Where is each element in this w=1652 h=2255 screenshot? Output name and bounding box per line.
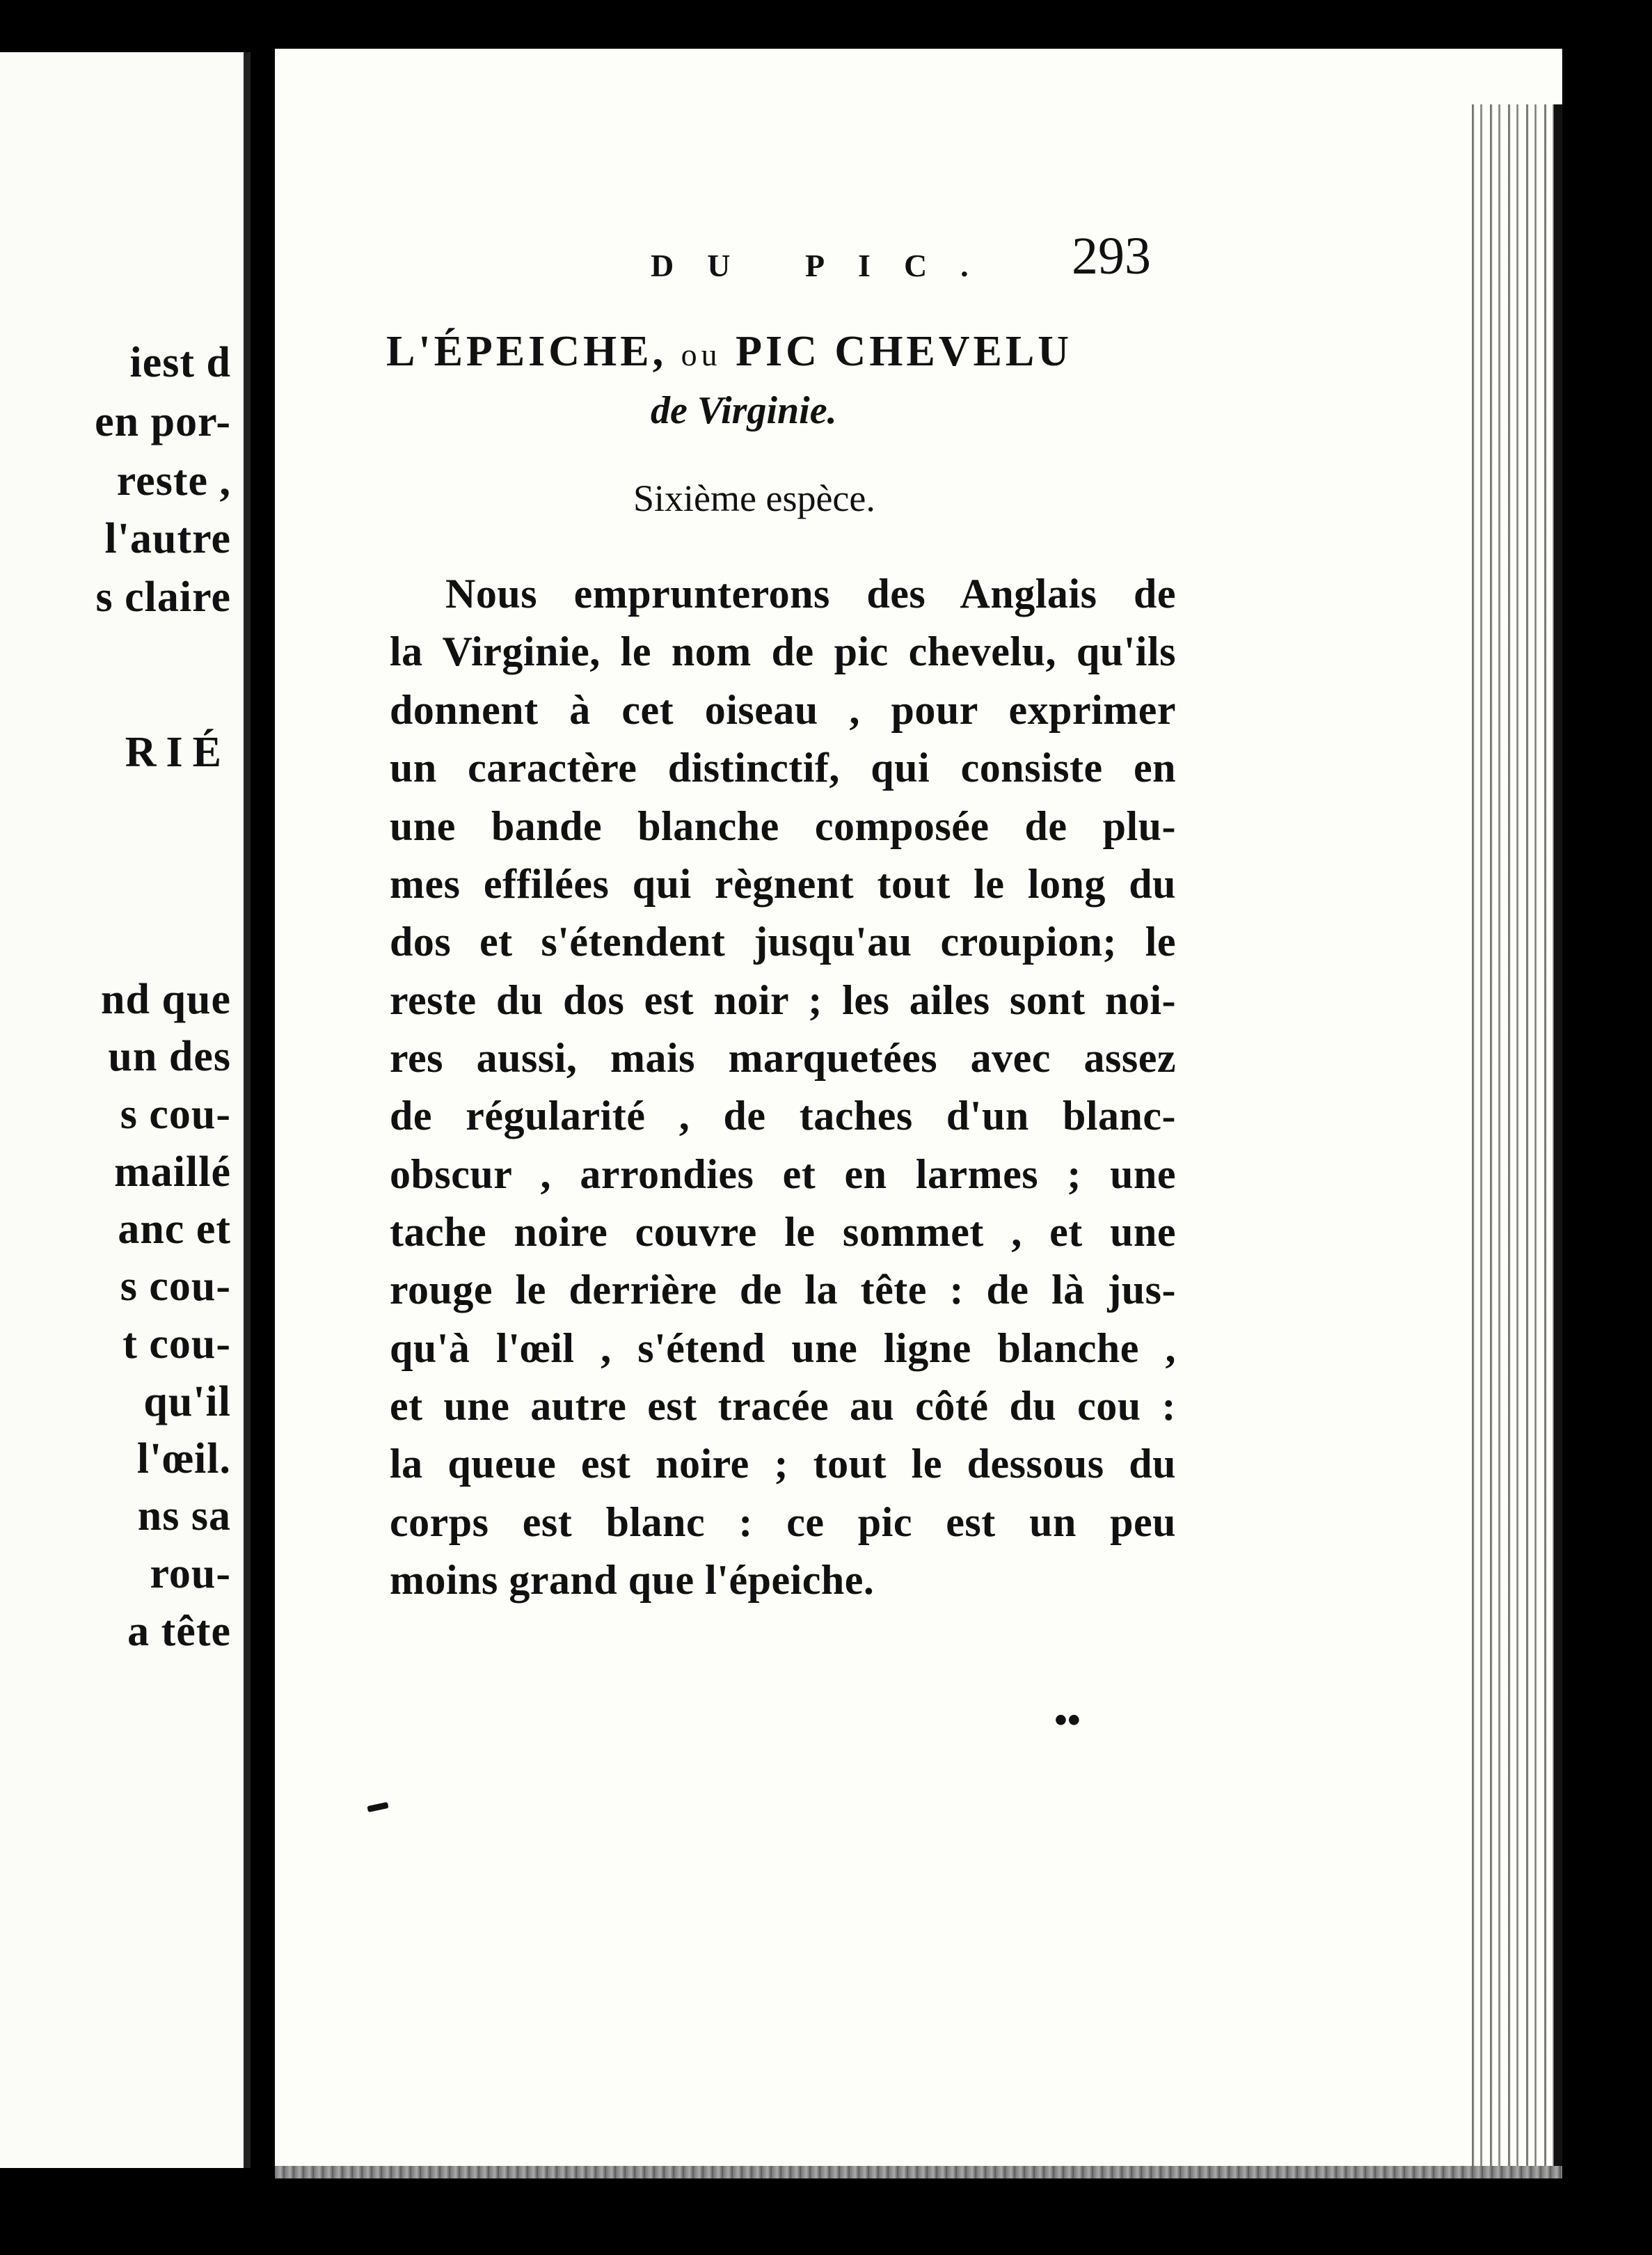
left-page — [0, 52, 251, 2168]
body-text-line: un caractère distinctif, qui consiste en — [390, 745, 1176, 791]
left-page-fragment: rou- — [150, 1550, 231, 1597]
title-part-1: L'ÉPEICHE, — [386, 328, 667, 375]
page-bottom-edge — [275, 2166, 1562, 2178]
left-page-fragment: maillé — [114, 1148, 231, 1196]
body-text-line: et une autre est tracée au côté du cou : — [390, 1383, 1176, 1429]
body-text-line: obscur , arrondies et en larmes ; une — [390, 1151, 1176, 1197]
left-page-fragment: en por- — [95, 398, 231, 445]
body-text-line: reste du dos est noir ; les ailes sont noi- — [390, 977, 1176, 1023]
body-text-line: donnent à cet oiseau , pour exprimer — [390, 687, 1176, 733]
body-text-line: rouge le derrière de la tête : de là jus- — [390, 1267, 1176, 1313]
left-page-fragment: un des — [108, 1033, 231, 1080]
body-text-line: Nous emprunterons des Anglais de — [445, 571, 1176, 617]
left-page-fragment: ns sa — [137, 1492, 231, 1540]
left-page-fragment: nd que — [101, 976, 231, 1023]
left-page-fragment: s cou- — [120, 1091, 231, 1138]
body-text-line: dos et s'étendent jusqu'au croupion; le — [390, 919, 1176, 965]
left-page-fragment: iest d — [129, 339, 231, 386]
body-text-line: une bande blanche composée de plu- — [390, 803, 1176, 849]
left-page-fragment: l'autre — [104, 515, 231, 562]
title-part-3: PIC CHEVELU — [736, 328, 1073, 375]
body-text-line: mes effilées qui règnent tout le long du — [390, 861, 1176, 907]
left-page-fragment: qu'il — [143, 1378, 231, 1425]
body-text-line: res aussi, mais marquetées avec assez — [390, 1035, 1176, 1081]
left-page-fragment: anc et — [118, 1205, 231, 1253]
body-text-line: qu'à l'œil , s'étend une ligne blanche , — [390, 1325, 1176, 1371]
page-number: 293 — [1072, 227, 1151, 285]
left-page-fragment: s claire — [95, 573, 231, 621]
species-label: Sixième espèce. — [633, 477, 875, 519]
running-head: DU PIC. — [651, 248, 1002, 283]
page-gutter — [244, 52, 251, 2168]
body-text-line: tache noire couvre le sommet , et une — [390, 1209, 1176, 1255]
body-text-line: de régularité , de taches d'un blanc- — [390, 1093, 1176, 1139]
left-page-fragment: reste , — [116, 457, 231, 505]
left-page-fragment: l'œil. — [136, 1435, 231, 1482]
chapter-subtitle: de Virginie. — [651, 389, 837, 432]
body-text-line: corps est blanc : ce pic est un peu — [390, 1499, 1176, 1545]
ornament: •• — [1054, 1699, 1081, 1741]
left-page-fragment: t cou- — [122, 1320, 231, 1368]
chapter-title — [386, 327, 1072, 377]
body-text-line: moins grand que l'épeiche. — [390, 1557, 875, 1603]
left-page-fragment: RIÉ — [125, 729, 231, 776]
body-text-line: la Virginie, le nom de pic chevelu, qu'ils — [390, 628, 1176, 674]
page-edge-outer — [1554, 104, 1562, 2178]
page-edges — [1465, 104, 1562, 2178]
left-page-fragment: s cou- — [120, 1263, 231, 1310]
body-text-line: la queue est noire ; tout le dessous du — [390, 1441, 1176, 1487]
left-page-fragment: a tête — [127, 1608, 231, 1655]
title-part-2: ou — [681, 337, 722, 372]
